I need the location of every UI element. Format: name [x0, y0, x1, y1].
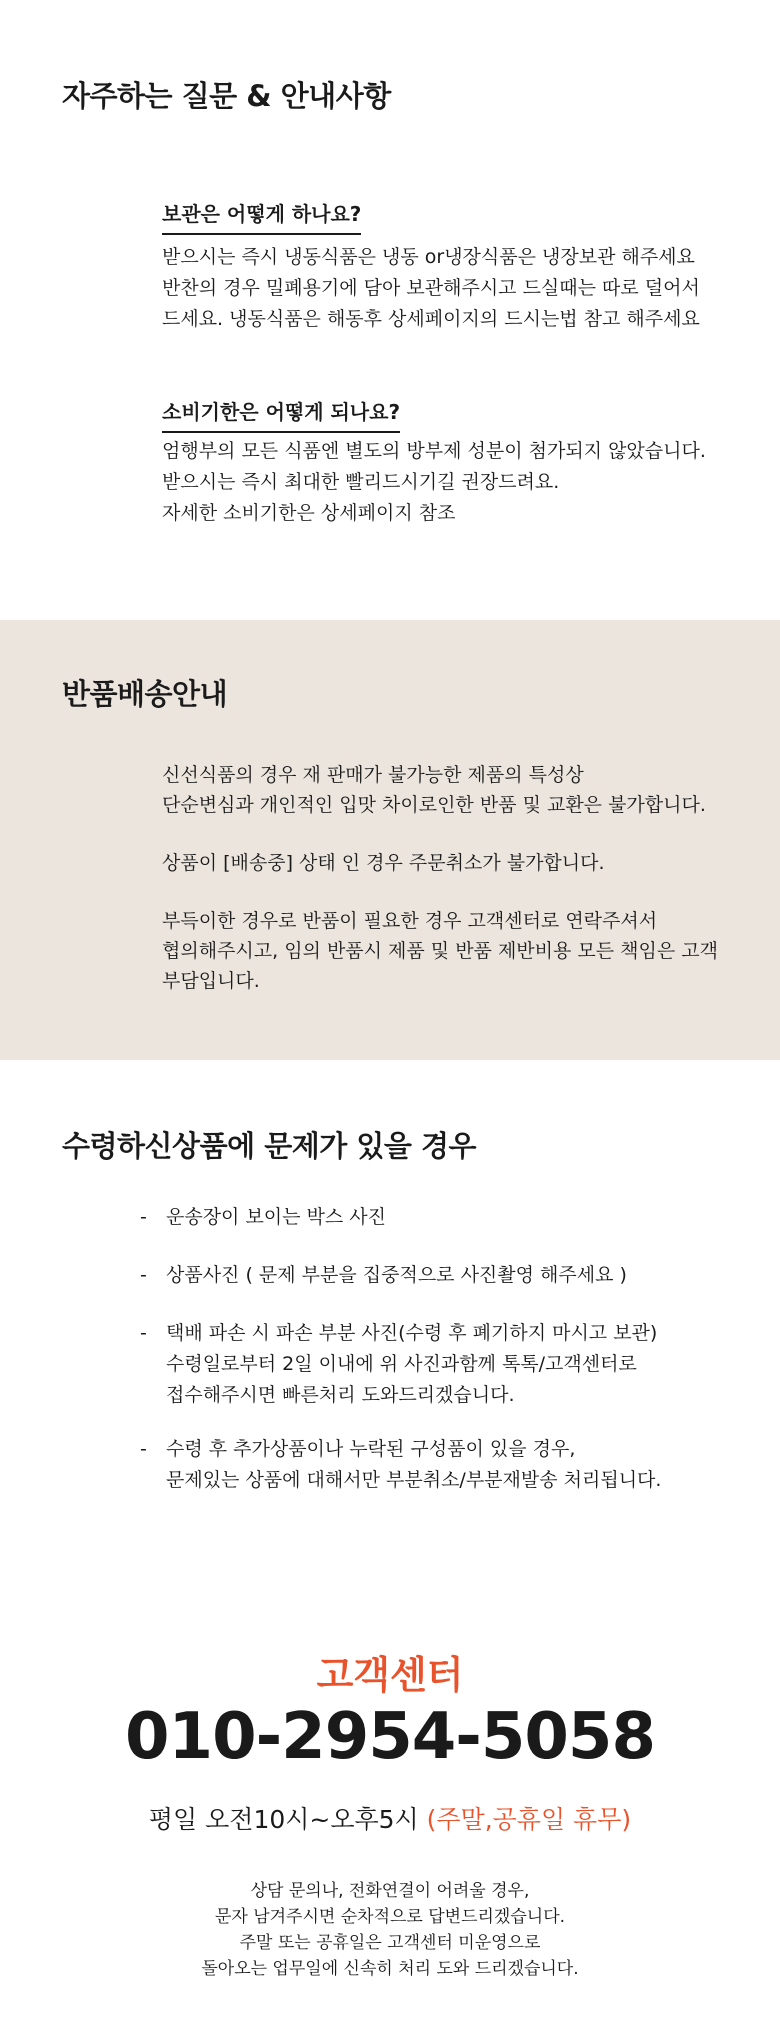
bullet-dash: - — [140, 1438, 147, 1460]
faq-answer-expiry — [162, 436, 722, 529]
return-paragraph — [162, 906, 742, 996]
customer-center-notes — [0, 1878, 780, 1982]
return-line: 단순변심과 개인적인 입맛 차이로인한 반품 및 교환은 불가합니다. — [162, 794, 706, 816]
problem-list-item — [140, 1260, 760, 1291]
business-hours-text: 평일 오전10시~오후5시 — [148, 1805, 419, 1834]
bullet-dash: - — [140, 1264, 147, 1286]
cs-note-line: 주말 또는 공휴일은 고객센터 미운영으로 — [239, 1933, 541, 1953]
return-line: 부담입니다. — [162, 970, 260, 992]
problem-list-item — [140, 1434, 760, 1496]
faq-question-storage: 보관은 어떻게 하나요? — [162, 198, 361, 235]
return-info-title: 반품배송안내 — [62, 677, 228, 711]
customer-center-title: 고객센터 — [316, 1653, 464, 1697]
faq-answer-line: 드세요. 냉동식품은 해동후 상세페이지의 드시는법 참고 해주세요 — [162, 308, 700, 330]
cs-note-line: 상담 문의나, 전화연결이 어려울 경우, — [250, 1881, 530, 1901]
faq-answer-line: 받으시는 즉시 최대한 빨리드시기길 권장드려요. — [162, 471, 560, 493]
problem-line: 택배 파손 시 파손 부분 사진(수령 후 폐기하지 마시고 보관) — [166, 1322, 658, 1344]
faq-answer-line: 반찬의 경우 밀폐용기에 담아 보관해주시고 드실때는 따로 덜어서 — [162, 277, 700, 299]
problem-section — [0, 1060, 780, 1600]
problem-title: 수령하신상품에 문제가 있을 경우 — [62, 1129, 476, 1163]
faq-section — [0, 0, 780, 620]
cs-note-line: 문자 남겨주시면 순차적으로 답변드리겠습니다. — [214, 1907, 566, 1927]
faq-answer-line: 자세한 소비기한은 상세페이지 참조 — [162, 502, 456, 524]
faq-answer-storage — [162, 242, 722, 335]
customer-center-phone[interactable]: 010-2954-5058 — [125, 1700, 655, 1774]
faq-answer-line: 받으시는 즉시 냉동식품은 냉동 or냉장식품은 냉장보관 해주세요 — [162, 246, 695, 268]
problem-line: 문제있는 상품에 대해서만 부분취소/부분재발송 처리됩니다. — [166, 1469, 662, 1491]
return-paragraph — [162, 760, 742, 820]
faq-question-expiry: 소비기한은 어떻게 되나요? — [162, 396, 400, 433]
cs-note-line: 돌아오는 업무일에 신속히 처리 도와 드리겠습니다. — [201, 1959, 579, 1979]
return-line: 상품이 [배송중] 상태 인 경우 주문취소가 불가합니다. — [162, 852, 605, 874]
faq-title: 자주하는 질문 & 안내사항 — [62, 79, 391, 113]
problem-line: 운송장이 보이는 박스 사진 — [166, 1206, 387, 1228]
bullet-dash: - — [140, 1206, 147, 1228]
holiday-notice: (주말,공휴일 휴무) — [426, 1805, 632, 1834]
return-line: 부득이한 경우로 반품이 필요한 경우 고객센터로 연락주셔서 — [162, 910, 658, 932]
bullet-dash: - — [140, 1322, 147, 1344]
problem-list-item — [140, 1318, 760, 1411]
problem-line: 수령일로부터 2일 이내에 위 사진과함께 톡톡/고객센터로 — [166, 1353, 637, 1375]
business-hours — [0, 1800, 780, 1836]
return-paragraph — [162, 848, 742, 878]
return-line: 신선식품의 경우 재 판매가 불가능한 제품의 특성상 — [162, 764, 584, 786]
problem-list-item — [140, 1202, 760, 1233]
return-line: 협의해주시고, 임의 반품시 제품 및 반품 제반비용 모든 책임은 고객 — [162, 940, 718, 962]
problem-line: 접수해주시면 빠른처리 도와드리겠습니다. — [166, 1384, 515, 1406]
problem-line: 상품사진 ( 문제 부분을 집중적으로 사진촬영 해주세요 ) — [166, 1264, 627, 1286]
customer-center-section — [0, 1600, 780, 2019]
faq-answer-line: 엄행부의 모든 식품엔 별도의 방부제 성분이 첨가되지 않았습니다. — [162, 440, 706, 462]
return-info-section — [0, 620, 780, 1060]
problem-line: 수령 후 추가상품이나 누락된 구성품이 있을 경우, — [166, 1438, 576, 1460]
